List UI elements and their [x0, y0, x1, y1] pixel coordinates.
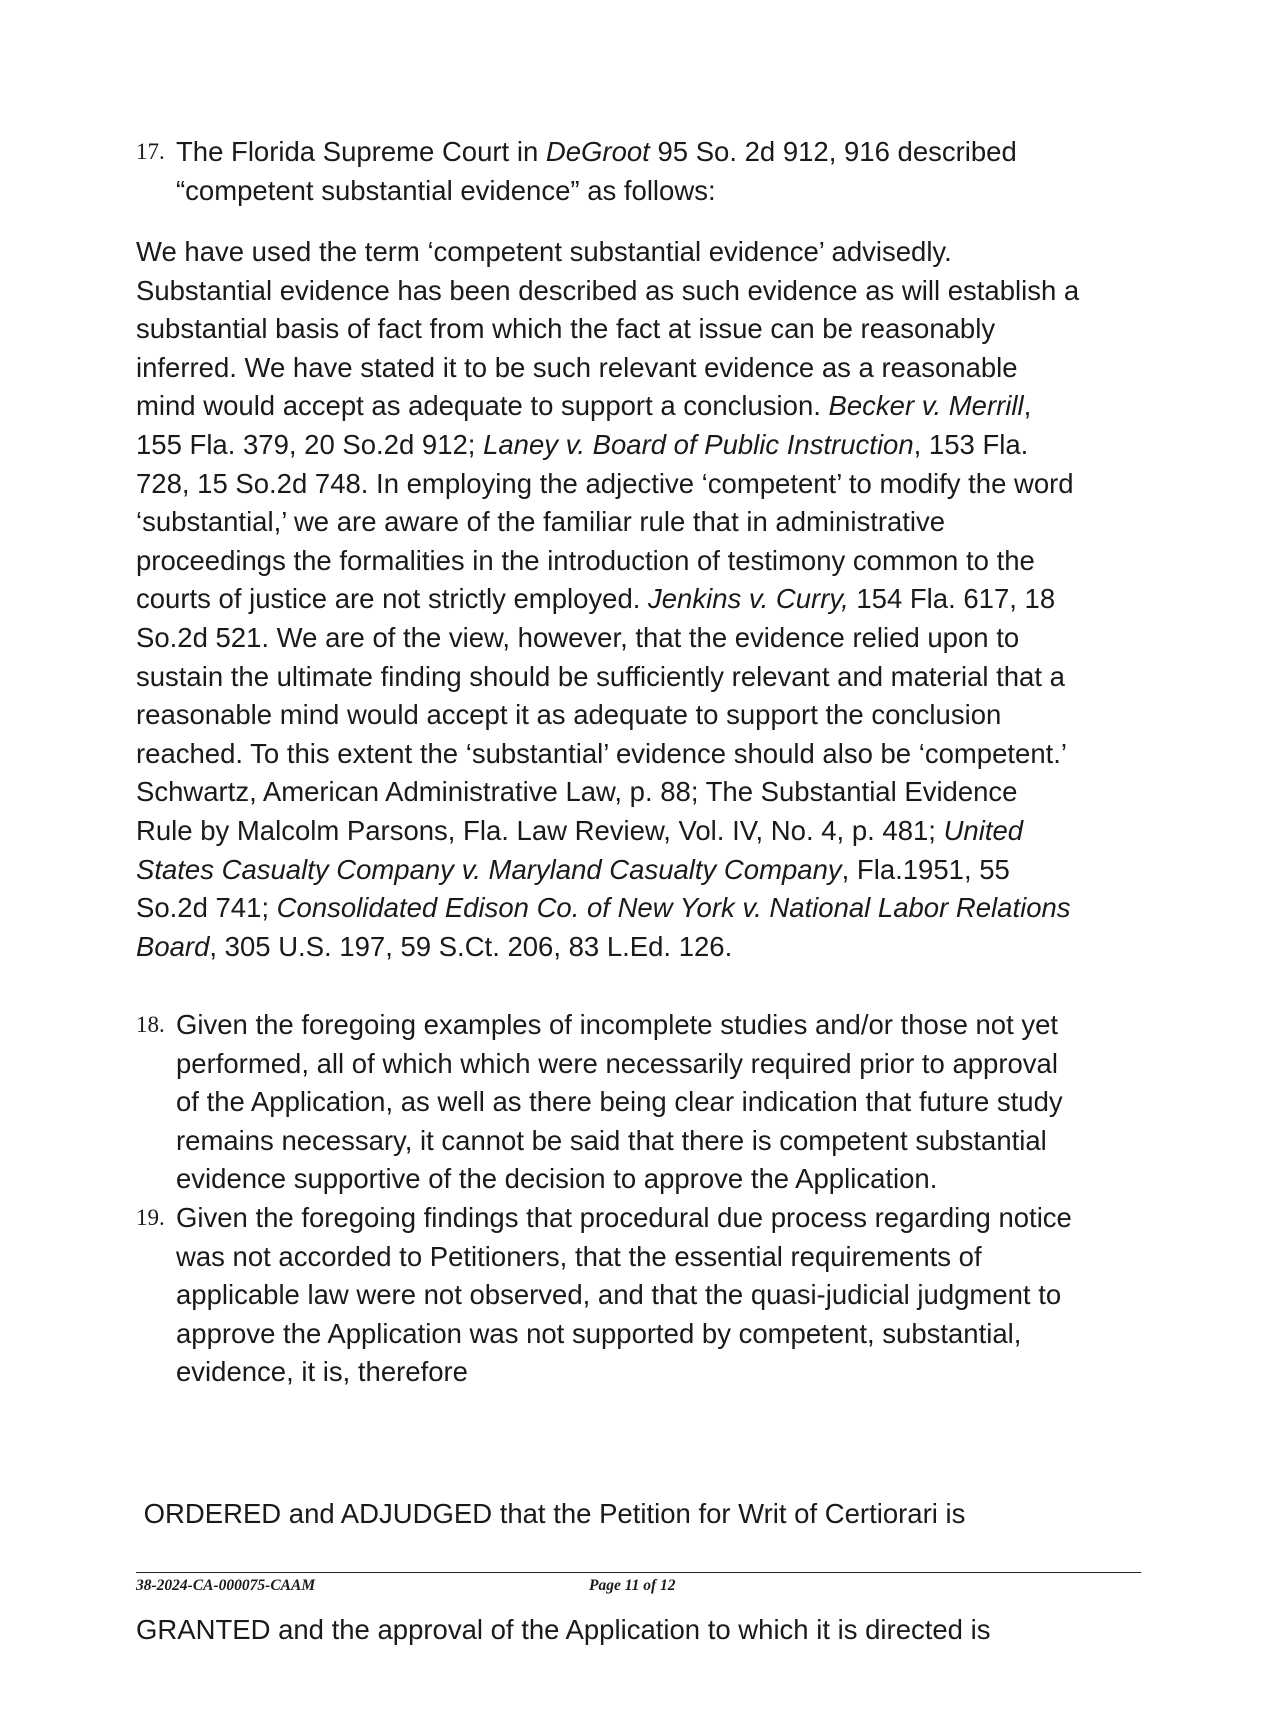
text-line: “competent substantial evidence” as follows:	[176, 174, 716, 206]
paragraph-number: 19.	[136, 1205, 165, 1230]
text-line: States Casualty Company v. Maryland Casualty Company, Fla.1951, 55	[136, 853, 1010, 885]
case-name-italic: Board	[136, 930, 210, 962]
case-name-italic: Jenkins v. Curry,	[648, 583, 849, 615]
text-line: So.2d 521. We are of the view, however, that the evidence relied upon to	[136, 621, 1020, 653]
text-line: ORDERED and ADJUDGED that the Petition for Writ of Certiorari is	[136, 1498, 966, 1530]
text-line: ‘substantial,’ we are aware of the familiar rule that in administrative	[136, 506, 946, 538]
text-line: 155 Fla. 379, 20 So.2d 912; Laney v. Board of Public Instruction, 153 Fla.	[136, 428, 1029, 460]
paragraph-17	[136, 133, 1148, 210]
case-name-italic: Laney v. Board of Public Instruction	[483, 428, 914, 460]
text-line: evidence supportive of the decision to approve the Application.	[176, 1163, 938, 1195]
paragraph-18	[136, 1006, 1148, 1199]
text-line: of the Application, as well as there being clear indication that future study	[176, 1086, 1063, 1118]
text-line: reasonable mind would accept it as adequate to support the conclusion	[136, 699, 1002, 731]
text-line: proceedings the formalities in the introduction of testimony common to the	[136, 544, 1035, 576]
text-line: evidence, it is, therefore	[176, 1356, 468, 1388]
text-line: mind would accept as adequate to support a conclusion. Becker v. Merrill,	[136, 390, 1032, 422]
text-line: Substantial evidence has been described as such evidence as will establish a	[136, 274, 1080, 306]
footer-page-number: Page 11 of 12	[589, 1577, 676, 1594]
text-line: The Florida Supreme Court in DeGroot 95 So. 2d 912, 916 described	[176, 136, 1017, 167]
text-line: We have used the term ‘competent substantial evidence’ advisedly.	[136, 236, 952, 267]
text-line: GRANTED and the approval of the Application to which it is directed is	[136, 1613, 991, 1645]
text-line: Schwartz, American Administrative Law, p. 88; The Substantial Evidence	[136, 776, 1018, 808]
text-line: So.2d 741; Consolidated Edison Co. of New York v. National Labor Relations	[136, 892, 1071, 924]
text-line: applicable law were not observed, and that the quasi-judicial judgment to	[176, 1279, 1062, 1311]
case-name-italic: States Casualty Company v. Maryland Casualty Company	[136, 853, 842, 885]
text-line: 728, 15 So.2d 748. In employing the adjective ‘competent’ to modify the word	[136, 467, 1074, 499]
text-line: courts of justice are not strictly employed. Jenkins v. Curry, 154 Fla. 617, 18	[136, 583, 1056, 615]
text-line: remains necessary, it cannot be said that there is competent substantial	[176, 1124, 1047, 1156]
text-line: sustain the ultimate finding should be sufficiently relevant and material that a	[136, 660, 1065, 692]
text-line: approve the Application was not supported by competent, substantial,	[176, 1317, 1022, 1349]
paragraph-19	[136, 1199, 1148, 1392]
text-line: reached. To this extent the ‘substantial’ evidence should also be ‘competent.’	[136, 737, 1067, 769]
block-quote	[136, 233, 1148, 966]
text-line: Board, 305 U.S. 197, 59 S.Ct. 206, 83 L.Ed. 126.	[136, 930, 733, 962]
paragraph-number: 18.	[136, 1012, 165, 1037]
case-name-italic: DeGroot	[545, 136, 650, 167]
case-name-italic: Consolidated Edison Co. of New York v. National Labor Relations	[276, 892, 1071, 924]
footer-divider	[136, 1572, 1141, 1573]
paragraph-number: 17.	[136, 139, 165, 164]
text-line: performed, all of which which were necessarily required prior to approval	[176, 1047, 1058, 1079]
text-line: inferred. We have stated it to be such relevant evidence as a reasonable	[136, 351, 1018, 383]
text-line: substantial basis of fact from which the fact at issue can be reasonably	[136, 313, 996, 345]
case-name-italic: United	[943, 814, 1024, 846]
text-line: Given the foregoing examples of incomplete studies and/or those not yet	[176, 1009, 1059, 1040]
text-line: Rule by Malcolm Parsons, Fla. Law Review, Vol. IV, No. 4, p. 481; United	[136, 814, 1024, 846]
text-line: Given the foregoing findings that procedural due process regarding notice	[176, 1202, 1072, 1233]
case-name-italic: Becker v. Merrill	[828, 390, 1024, 422]
text-line: was not accorded to Petitioners, that the essential requirements of	[176, 1240, 982, 1272]
footer-case-number: 38-2024-CA-000075-CAAM	[136, 1577, 316, 1594]
